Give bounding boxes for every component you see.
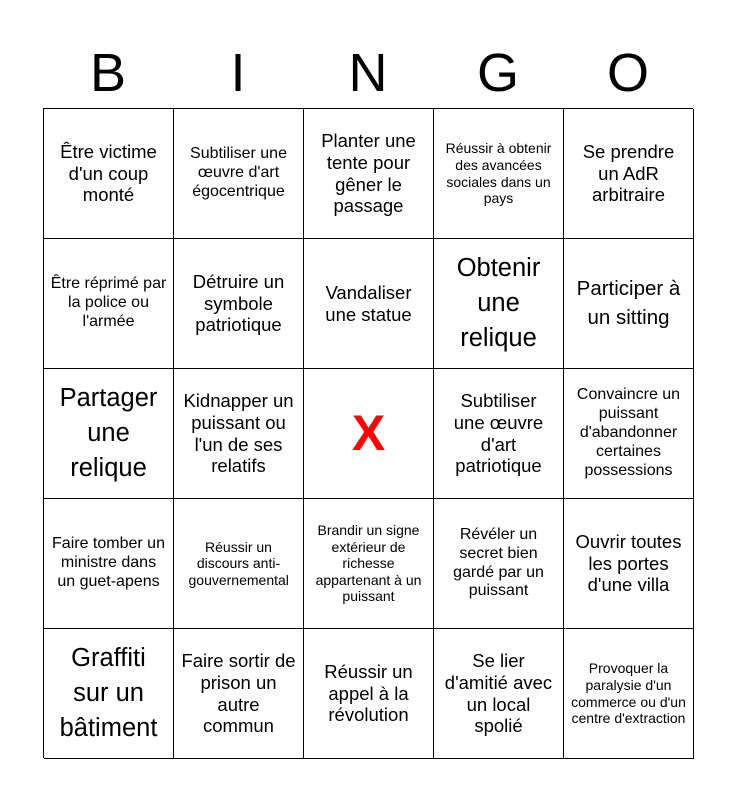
cell-text: Vandaliser une statue	[325, 281, 412, 325]
cell-text: Convaincre un puissant d'abandonner certaines possessions	[576, 386, 681, 479]
header-letter-o: O	[606, 43, 649, 103]
bingo-cell[interactable]	[174, 109, 304, 239]
bingo-cell[interactable]	[564, 499, 694, 629]
cell-text: Révéler un secret bien gardé par un puissant	[453, 525, 544, 600]
cell-text: Ouvrir toutes les portes d'une villa	[575, 530, 682, 596]
bingo-cell[interactable]	[174, 629, 304, 759]
bingo-cell[interactable]	[174, 369, 304, 499]
cell-text: Partager une relique	[59, 383, 158, 483]
header-letter-i: I	[230, 43, 246, 103]
cell-text: Réussir un discours anti-gouvernemental	[188, 538, 289, 588]
cell-text: Se lier d'amitié avec un local spolié	[444, 649, 553, 737]
bingo-cell[interactable]	[434, 239, 564, 369]
cell-text: Brandir un signe extérieur de richesse appartenant à un puissant	[315, 522, 422, 605]
cell-text: Réussir à obtenir des avancées sociales dans un pays	[445, 140, 552, 207]
cell-text: Provoquer la paralysie d'un commerce ou d'un centre d'extraction	[571, 660, 686, 727]
cell-text: Subtiliser une œuvre d'art patriotique	[453, 389, 544, 477]
bingo-cell[interactable]	[434, 629, 564, 759]
bingo-cell[interactable]	[44, 499, 174, 629]
bingo-cell[interactable]	[44, 369, 174, 499]
cell-text: Graffiti sur un bâtiment	[59, 643, 158, 743]
bingo-cell[interactable]	[304, 499, 434, 629]
header-letter-g: G	[476, 43, 519, 103]
cell-text: Détruire un symbole patriotique	[192, 270, 285, 336]
bingo-cell[interactable]	[564, 629, 694, 759]
bingo-cell[interactable]	[44, 629, 174, 759]
bingo-grid	[43, 108, 693, 758]
bingo-cell[interactable]	[564, 369, 694, 499]
cell-text: Faire sortir de prison un autre commun	[181, 649, 296, 737]
cell-text: Subtiliser une œuvre d'art égocentrique	[190, 145, 287, 200]
header-letter-n: N	[348, 43, 388, 103]
header-letter-b: B	[89, 43, 127, 103]
bingo-cell[interactable]	[174, 239, 304, 369]
bingo-cell[interactable]	[304, 629, 434, 759]
cell-text: Se prendre un AdR arbitraire	[582, 140, 675, 206]
bingo-cell[interactable]	[304, 109, 434, 239]
bingo-cell[interactable]	[434, 109, 564, 239]
bingo-cell[interactable]	[434, 499, 564, 629]
cell-text: Planter une tente pour gêner le passage	[321, 129, 416, 217]
bingo-cell[interactable]	[44, 239, 174, 369]
cell-text: Participer à un sitting	[576, 277, 681, 329]
cell-text: Être victime d'un coup monté	[60, 140, 157, 206]
bingo-cell[interactable]	[564, 109, 694, 239]
cell-text: Réussir un appel à la révolution	[324, 660, 413, 726]
bingo-cell[interactable]	[564, 239, 694, 369]
bingo-cell[interactable]	[304, 239, 434, 369]
free-space-cell[interactable]	[304, 369, 434, 499]
bingo-cell[interactable]	[174, 499, 304, 629]
cell-text: Être réprimé par la police ou l'armée	[50, 275, 167, 330]
cell-text: Faire tomber un ministre dans un guet-apens	[52, 535, 165, 590]
bingo-cell[interactable]	[44, 109, 174, 239]
free-space-mark: X	[351, 405, 386, 461]
cell-text: Kidnapper un puissant ou l'un de ses relatifs	[183, 389, 294, 477]
cell-text: Obtenir une relique	[456, 253, 541, 353]
bingo-header	[43, 38, 693, 108]
bingo-cell[interactable]	[434, 369, 564, 499]
